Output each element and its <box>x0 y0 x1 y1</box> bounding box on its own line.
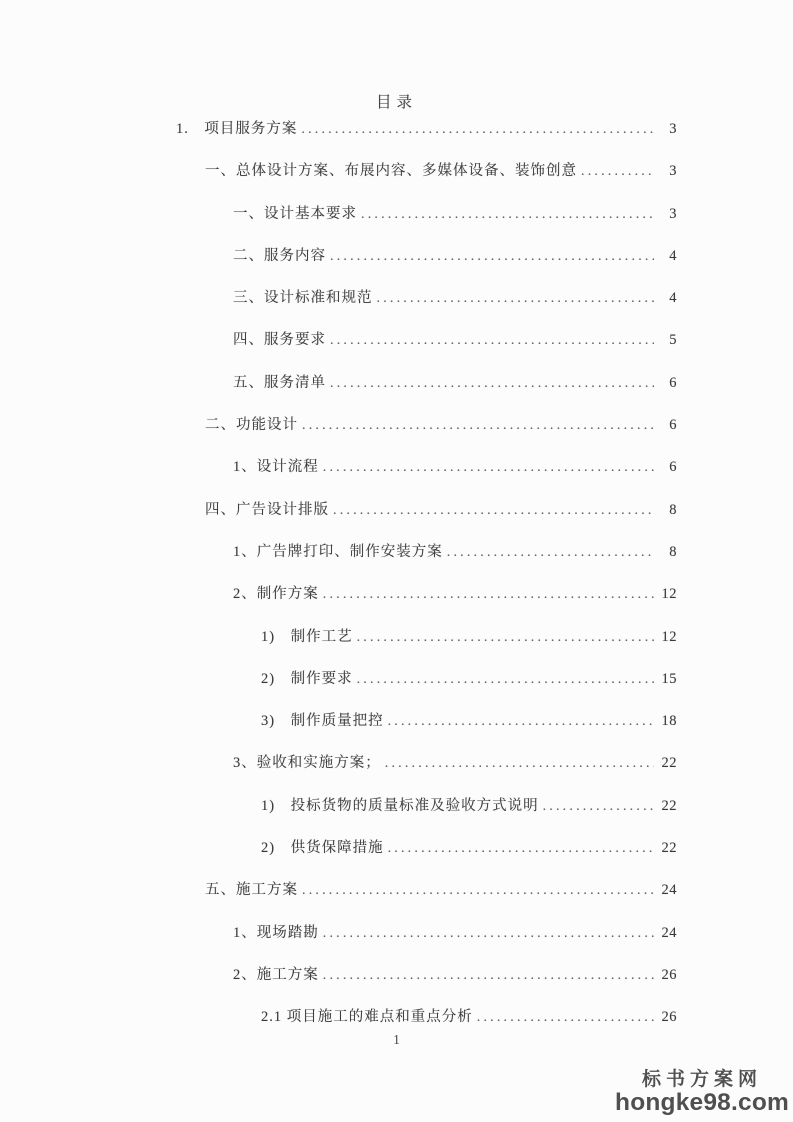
toc-list <box>176 108 677 1039</box>
toc-entry[interactable] <box>176 869 677 911</box>
toc-leader-dots <box>333 490 654 532</box>
toc-entry-page-number: 12 <box>661 586 677 603</box>
toc-entry-page-number: 4 <box>669 247 677 264</box>
toc-entry[interactable] <box>176 785 677 827</box>
toc-leader-dots <box>388 828 654 870</box>
toc-entry-page-number: 6 <box>669 417 677 434</box>
toc-entry[interactable] <box>176 954 677 996</box>
toc-entry-page-number: 22 <box>661 797 677 814</box>
toc-entry[interactable] <box>176 700 677 742</box>
toc-entry[interactable] <box>176 616 677 658</box>
toc-entry-page-number: 24 <box>661 924 677 941</box>
toc-entry[interactable] <box>176 531 677 573</box>
toc-entry-label: 2、制作方案 <box>233 586 319 603</box>
toc-leader-dots <box>323 913 654 955</box>
toc-entry-label: 2) 制作要求 <box>261 670 353 687</box>
toc-leader-dots <box>361 194 654 236</box>
watermark <box>615 1070 789 1116</box>
toc-leader-dots <box>330 320 654 362</box>
toc-leader-dots <box>302 405 654 447</box>
toc-leader-dots <box>388 701 654 743</box>
toc-entry-label: 1) 投标货物的质量标准及验收方式说明 <box>261 797 539 814</box>
toc-entry-page-number: 8 <box>669 501 677 518</box>
toc-entry-label: 二、服务内容 <box>233 247 326 264</box>
toc-entry[interactable] <box>176 489 677 531</box>
toc-entry-label: 2.1 项目施工的难点和重点分析 <box>261 1009 473 1026</box>
toc-entry[interactable] <box>176 193 677 235</box>
toc-entry-label: 2、施工方案 <box>233 966 319 983</box>
toc-entry-label: 一、设计基本要求 <box>233 205 357 222</box>
toc-entry-page-number: 8 <box>669 543 677 560</box>
toc-entry-page-number: 3 <box>669 121 677 137</box>
toc-entry[interactable] <box>176 277 677 319</box>
footer-page-number: 1 <box>393 1032 400 1047</box>
toc-leader-dots <box>323 955 654 997</box>
toc-entry-page-number: 15 <box>661 670 677 687</box>
toc-leader-dots <box>377 278 655 320</box>
watermark-site-url: hongke98.com <box>615 1089 789 1117</box>
toc-entry-page-number: 18 <box>661 713 677 730</box>
toc-entry[interactable] <box>176 742 677 784</box>
toc-entry[interactable] <box>176 827 677 869</box>
toc-entry-label: 1、现场踏勘 <box>233 924 319 941</box>
toc-entry[interactable] <box>176 912 677 954</box>
toc-entry-label: 1、设计流程 <box>233 459 319 476</box>
toc-entry-label: 3、验收和实施方案； <box>233 755 381 772</box>
toc-entry[interactable] <box>176 235 677 277</box>
toc-entry-label: 1) 制作工艺 <box>261 628 353 645</box>
toc-entry-label: 五、施工方案 <box>205 882 298 899</box>
toc-leader-dots <box>581 151 654 193</box>
toc-entry-page-number: 26 <box>661 966 677 983</box>
toc-entry-page-number: 22 <box>661 755 677 772</box>
toc-entry[interactable] <box>176 404 677 446</box>
toc-entry-page-number: 24 <box>661 882 677 899</box>
toc-entry-label: 四、服务要求 <box>233 332 326 349</box>
toc-entry-label: 1、广告牌打印、制作安装方案 <box>233 543 443 560</box>
toc-leader-dots <box>447 532 654 574</box>
toc-leader-dots <box>543 786 654 828</box>
toc-entry-label: 三、设计标准和规范 <box>233 290 373 307</box>
toc-leader-dots <box>330 236 654 278</box>
toc-entry-label: 二、功能设计 <box>205 417 298 434</box>
toc-entry-page-number: 4 <box>669 290 677 307</box>
toc-entry-label: 3) 制作质量把控 <box>261 713 384 730</box>
toc-entry[interactable] <box>176 573 677 615</box>
toc-leader-dots <box>385 743 654 785</box>
toc-entry[interactable] <box>176 108 677 150</box>
toc-entry[interactable] <box>176 319 677 361</box>
toc-leader-dots <box>330 363 654 405</box>
toc-entry-label: 四、广告设计排版 <box>205 501 329 518</box>
toc-entry-page-number: 3 <box>669 205 677 222</box>
toc-leader-dots <box>302 870 654 912</box>
toc-entry-page-number: 22 <box>661 840 677 857</box>
toc-title: 目录 <box>375 94 417 111</box>
toc-entry-page-number: 12 <box>661 628 677 645</box>
toc-leader-dots <box>301 109 654 151</box>
toc-entry-label: 五、服务清单 <box>233 374 326 391</box>
toc-entry-label: 2) 供货保障措施 <box>261 840 384 857</box>
toc-entry-page-number: 3 <box>669 163 677 180</box>
toc-entry-page-number: 26 <box>661 1009 677 1026</box>
toc-leader-dots <box>323 447 654 489</box>
toc-leader-dots <box>357 617 654 659</box>
toc-entry[interactable] <box>176 362 677 404</box>
toc-entry-page-number: 6 <box>669 374 677 391</box>
toc-entry-label: 1. 项目服务方案 <box>176 121 298 137</box>
toc-entry[interactable] <box>176 658 677 700</box>
toc-entry-page-number: 5 <box>669 332 677 349</box>
toc-leader-dots <box>323 574 654 616</box>
toc-leader-dots <box>357 659 654 701</box>
toc-entry-label: 一、总体设计方案、布展内容、多媒体设备、装饰创意 <box>205 163 577 180</box>
toc-entry[interactable] <box>176 150 677 192</box>
toc-entry-page-number: 6 <box>669 459 677 476</box>
watermark-site-name: 标书方案网 <box>642 1069 763 1091</box>
toc-entry[interactable] <box>176 446 677 488</box>
